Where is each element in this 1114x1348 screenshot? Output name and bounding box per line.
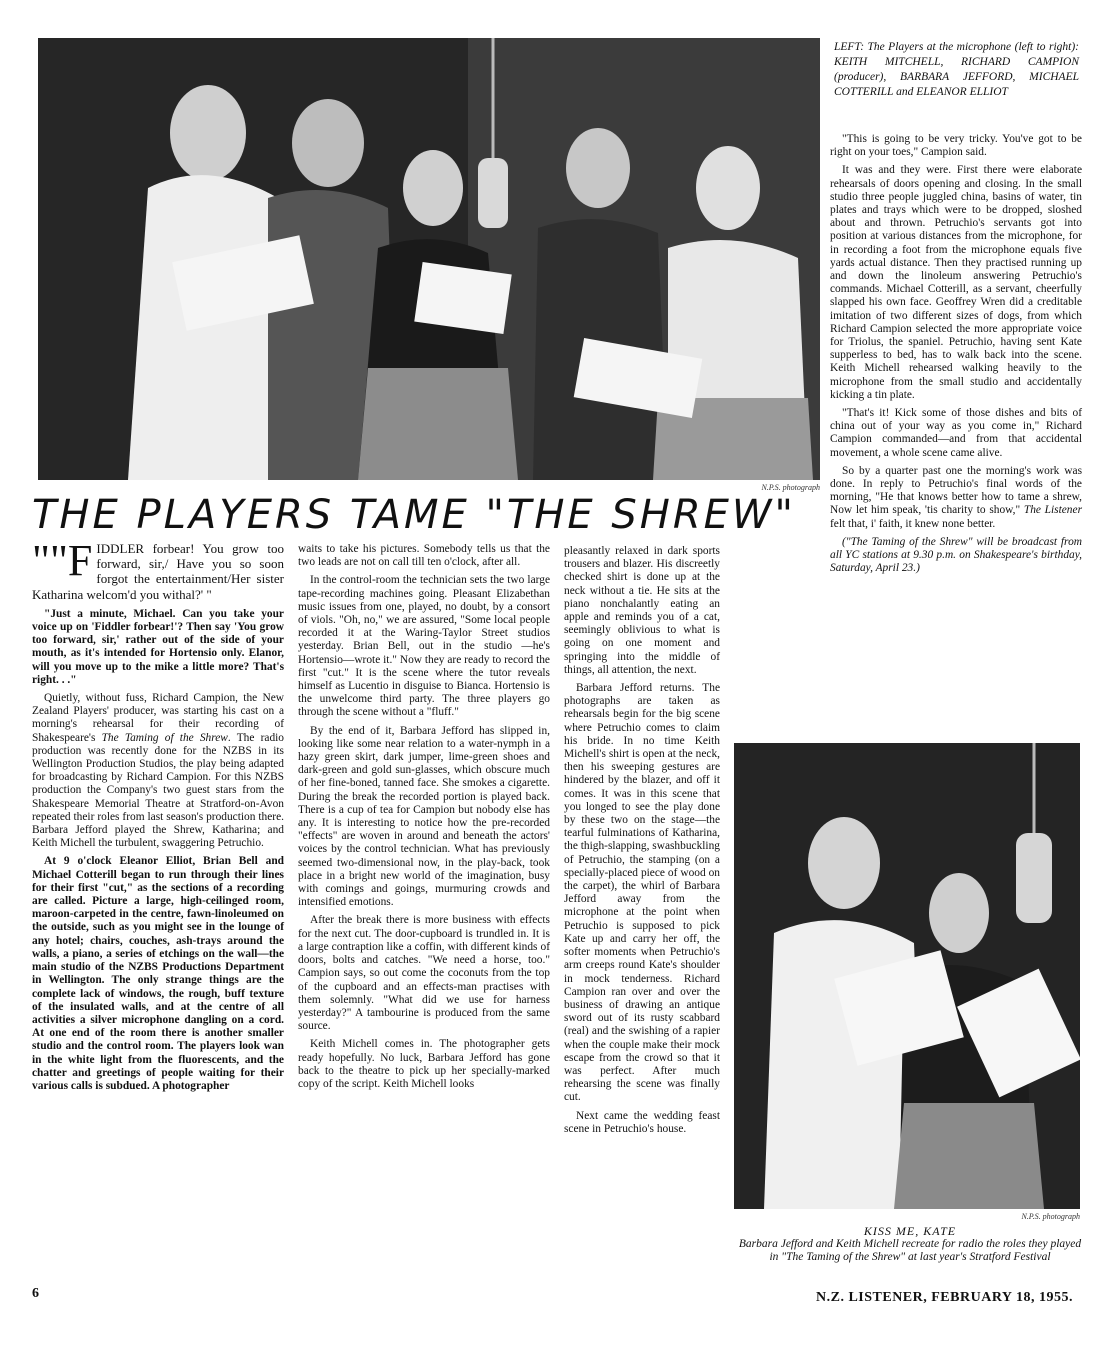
publication-line: N.Z. LISTENER, FEBRUARY 18, 1955. bbox=[816, 1290, 1074, 1305]
column-1 bbox=[32, 536, 285, 1098]
col2-paragraph-4: After the break there is more business with effects for the next cut. The door-cupboard is trundled in. It is a large contraption like a coffin, with different kinds of doors, bolts and catches. "We need a horse, too." Campion says, so out come the coconuts from the top of the cupboard and an effects-man practises with them solemnly. "What did we use for harness yesterday?" A tambourine is produced from the same source. bbox=[298, 914, 550, 1033]
kiss-title: KISS ME, KATE bbox=[863, 1224, 957, 1238]
players-photo-illustration bbox=[38, 38, 820, 480]
kiss-photo-credit: N.P.S. photograph bbox=[1021, 1212, 1080, 1221]
col2-paragraph-5: Keith Michell comes in. The photographer gets ready hopefully. No luck, Barbara Jefford has gone back to the theatre to pick up her specially-marked copy of the script. Keith Michell looks bbox=[298, 1038, 550, 1090]
kiss-caption-a: Barbara Jefford and Keith Michell recreate for radio the roles they played in bbox=[738, 1238, 1082, 1263]
right-paragraph-1: "This is going to be very tricky. You've got to be right on your toes," Campion said. bbox=[830, 133, 1082, 159]
col3-paragraph-3: Next came the wedding feast scene in Petruchio's house. bbox=[564, 1109, 720, 1135]
kiss-photo-illustration bbox=[734, 743, 1080, 1209]
the-listener: The Listener bbox=[1023, 504, 1082, 517]
top-photo-credit: N.P.S. photograph bbox=[761, 483, 820, 492]
top-photo-caption: LEFT: The Players at the microphone (left to right): KEITH MITCHELL, RICHARD CAMPION (producer), BARBARA JEFFORD, MICHAEL COTTERILL and ELEANOR ELLIOT bbox=[834, 41, 1079, 98]
right-column bbox=[830, 133, 1082, 581]
kiss-photo bbox=[734, 743, 1080, 1209]
shrew-title: The Taming of the Shrew bbox=[101, 731, 228, 744]
col1-p3-b: . The radio production was recently done for the NZBS in its Wellington Production Studios, the play being adapted for broadcasting by Richard Campion. For this NZBS production the Company's two guest stars from the Shakespeare Memorial Theatre at Stratford-on-Avon repeated their roles from last season's production there. Barbara Jefford played the Shrew, Katharina; and Keith Michell the turbulent, swaggering Petruchio. bbox=[32, 731, 285, 850]
right-paragraph-4-a: So by a quarter past one the morning's work was done. In reply to Petruchio's final words of the morning, "He that knows better how to tame a shrew, Now let him speak, 'tis charity to show," bbox=[830, 464, 1082, 517]
intro-text: IDDLER forbear! You grow too forward, sir,/ Have you so soon forgot the entertainment/Her sister Katharina welcom'd you withal?' " bbox=[32, 541, 284, 602]
column-3 bbox=[564, 545, 720, 1141]
broadcast-note: ("The Taming of the Shrew" will be broadcast from all YC stations at 9.30 p.m. on Shakespeare's birthday, Saturday, April 23.) bbox=[830, 535, 1082, 575]
page-number: 6 bbox=[32, 1286, 39, 1301]
kiss-caption-title: "The Taming of the Shrew" bbox=[781, 1251, 906, 1263]
col3-paragraph-2: Barbara Jefford returns. The photographs are taken as rehearsals begin for the big scene where Petruchio comes to claim his bride. In no time Keith Michell's shirt is open at the neck, then his sweeping gestures are hindered by the blazer, and off it comes. It was in this scene that you longed to see the play done by these two on the stage—the tearful fulminations of Katharina, the thigh-slapping, swashbuckling of Petruchio, the stamping (on a specially-placed piece of wood on the carpet), the whirl of Barbara Jefford away from the microphone at the point when Petruchio is supposed to pick Kate up and carry her off, the softer moments when Petruchio's arm creeps round Kate's shoulder in mock tenderness. Richard Campion ran over and over the business of drawing an antique sword out of its rusty scabbard (real) and the swishing of a rapier when the couple make their mock escape from the crowd so that it was perfect. After much rehearsing the scene was finally cut. bbox=[564, 682, 720, 1104]
right-paragraph-2: It was and they were. First there were elaborate rehearsals of doors opening and closing. In the small studio three people juggled china, basins of water, tin plates and trays which were to be dropped, sloshed about and thrown. Petruchio's servants got into position at various distances from the microphone, for in recording a foot from the microphone equals five yards actual distance. Then they practised running up and down the linoleum answering Petruchio's commands. Michael Cotterill, as a servant, cheerfully slapped his own face. Geoffrey Wren did a creditable imitation of two different sizes of dogs, from which Richard Campion selected the more appropriate voice for Triolus, the spaniel. Petruchio, having sent Kate supperless to bed, has to walk back into the scene. Keith Michell rehearsed walking heavily to the microphone from the small studio and accidentally kicking a tin plate. bbox=[830, 164, 1082, 401]
col2-paragraph-1: waits to take his pictures. Somebody tells us that the two leads are not on call till ten o'clock, after all. bbox=[298, 543, 550, 569]
kiss-caption-b: at last year's Stratford Festival bbox=[905, 1251, 1051, 1263]
intro-paragraph bbox=[32, 536, 284, 603]
top-photo bbox=[38, 38, 820, 480]
col3-paragraph-1: pleasantly relaxed in dark sports trousers and blazer. His discreetly checked shirt is done up at the neck without a tie. He sits at the piano nonchalantly eating an apple and reminds you of a cat, seemingly oblivious to what is going on one moment and springing into the middle of things, all attention, the next. bbox=[564, 545, 720, 676]
col1-p3-a: Quietly, without fuss, Richard Campion, the New Zealand Players' producer, was starting his cast on a morning's rehearsal for their recording of Shakespeare's bbox=[32, 692, 284, 744]
kiss-caption bbox=[736, 1238, 1084, 1264]
col2-paragraph-3: By the end of it, Barbara Jefford has slipped in, looking like some near relation to a water-nymph in a hazy green skirt, dark jumper, lime-green shoes and dark-green and gold sun-glasses, which obscure much of her fine-boned, tanned face. She smokes a cigarette. During the break the recorded portion is played back. There is a cup of tea for Campion but nobody else has any. It is interesting to notice how the pre-recorded "effects" are woven in around and beneath the actors' voices by the control technician. What has previously seemed two-dimensional now, in the play-back, took place in a bright new world of the imagination, busy with comings and goings, murmuring crowds and intensified emotions. bbox=[298, 724, 550, 909]
right-paragraph-3: "That's it! Kick some of those dishes and bits of china out of your way as you come in," Richard Campion commanded—and from that accidental movement, a whole scene came alive. bbox=[830, 407, 1082, 459]
column-2 bbox=[298, 543, 550, 1096]
col1-paragraph-3 bbox=[32, 692, 284, 850]
dropcap: ""F bbox=[32, 536, 93, 585]
headline: THE PLAYERS TAME "THE SHREW" bbox=[32, 492, 796, 538]
right-paragraph-4 bbox=[830, 465, 1082, 531]
col2-paragraph-2: In the control-room the technician sets the two large tape-recording machines going. Pleasant Elizabethan music issues from one, played, no doubt, by a consort of viols. "Oh, no," we are assured, "Some local people recorded it at the Waring-Taylor Street studios yesterday. Brian Bell, out in the studio —he's Hortensio—wrote it." Now they are ready to record the first "cut." It is the scene where the tutor reveals himself as Lucentio in disguise to Bianca. Hortensio is the unwelcome third party. The three players go through the scene without a "fluff." bbox=[298, 574, 550, 719]
right-paragraph-4-b: felt that, i' faith, it knew none better. bbox=[830, 517, 996, 530]
col1-paragraph-4: At 9 o'clock Eleanor Elliot, Brian Bell and Michael Cotterill began to run through their lines for their first "cut," as the sections of a recording are called. Picture a large, high-ceilinged room, maroon-carpeted in the centre, fawn-linoleumed on the outside, such as you might see in the lounge of any hotel; chairs, couches, ash-trays around the walls, a piano, a series of etchings on the wall—the main studio of the NZBS Productions Department in Wellington. The only strange things are the complete lack of windows, the rough, buff texture of the insulated walls, and at the centre of all activities a silver microphone dangling on a cord. At one end of the room there is another smaller studio and the control room. The players look wan in the white light from the fluorescents, and the chatter and greetings of people waiting for their various calls is subdued. A photographer bbox=[32, 855, 284, 1092]
col1-paragraph-2: "Just a minute, Michael. Can you take your voice up on 'Fiddler forbear!'? Then say 'You grow too forward, sir,' rather out of the side of your mouth, as it's intended for Hortensio only. Elanor, will you move up to the mike a little more? That's right. . ." bbox=[32, 607, 284, 686]
